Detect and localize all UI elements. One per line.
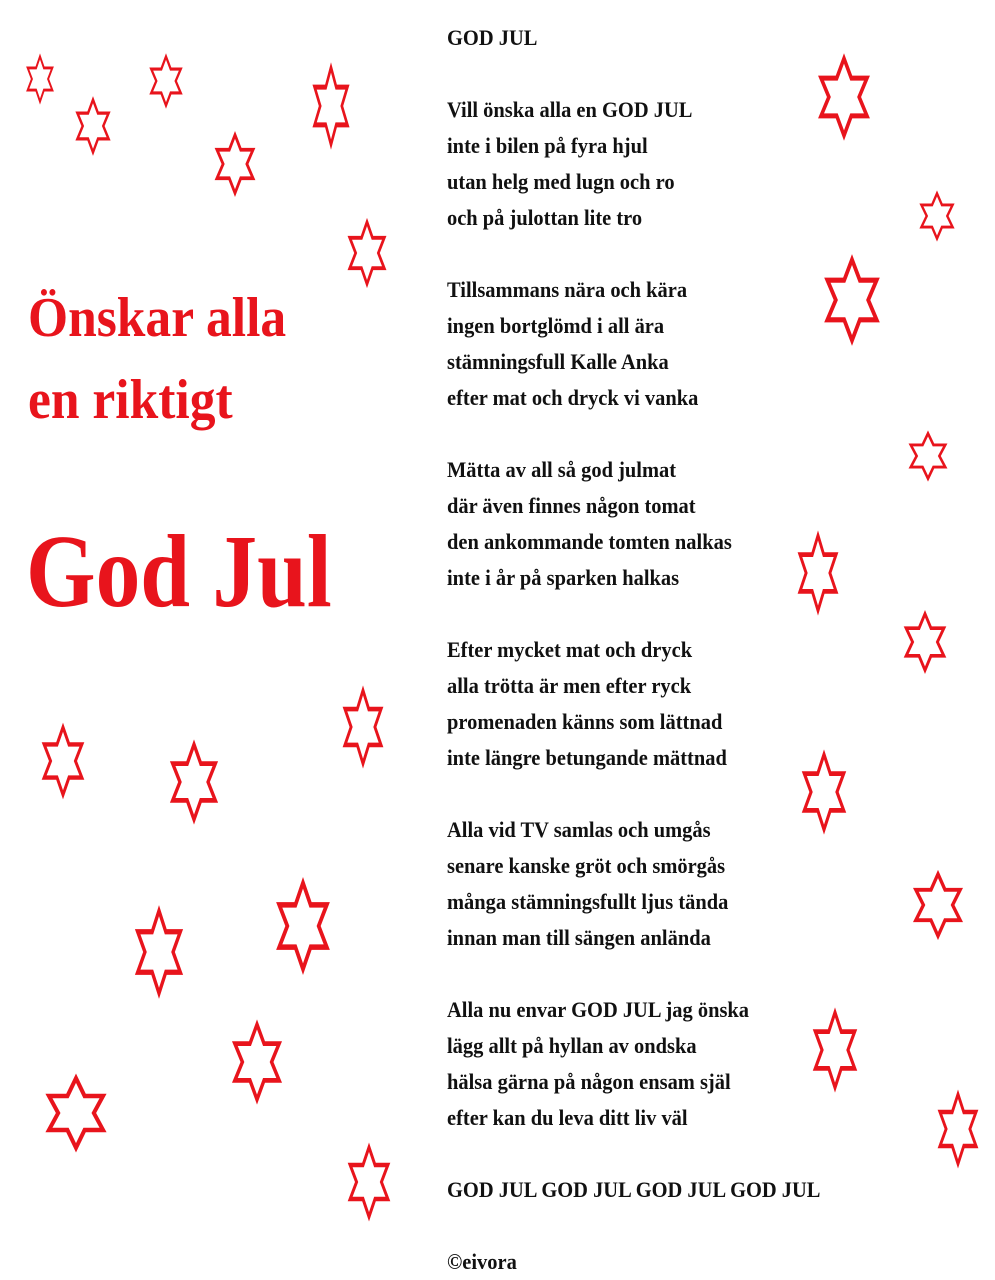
poem-line: många stämningsfullt ljus tända bbox=[447, 889, 729, 914]
poem-line: stämningsfull Kalle Anka bbox=[447, 349, 669, 374]
poem-line: efter mat och dryck vi vanka bbox=[447, 385, 699, 410]
poem-line: hälsa gärna på någon ensam själ bbox=[447, 1069, 731, 1094]
greeting-line-2: en riktigt bbox=[28, 369, 233, 431]
poem-line: alla trötta är men efter ryck bbox=[447, 673, 692, 698]
poem-title: GOD JUL bbox=[447, 25, 538, 50]
poem-line: inte i år på sparken halkas bbox=[447, 565, 680, 590]
star-icon bbox=[168, 742, 220, 822]
star-icon bbox=[43, 1076, 109, 1150]
poem-line: lägg allt på hyllan av ondska bbox=[447, 1033, 697, 1058]
star-icon bbox=[40, 725, 86, 797]
signature: ©eivora bbox=[447, 1249, 517, 1274]
poem-line: och på julottan lite tro bbox=[447, 205, 643, 230]
star-icon bbox=[133, 908, 185, 996]
poem-line: Alla vid TV samlas och umgås bbox=[447, 817, 711, 842]
poem-line: Alla nu envar GOD JUL jag önska bbox=[447, 997, 750, 1022]
poem-line: den ankommande tomten nalkas bbox=[447, 529, 732, 554]
star-icon bbox=[346, 1145, 392, 1219]
greeting-title: God Jul bbox=[26, 514, 332, 629]
poem-line: innan man till sängen anlända bbox=[447, 925, 711, 950]
star-icon bbox=[918, 192, 956, 240]
poem-line: ingen bortglömd i all ära bbox=[447, 313, 665, 338]
poem-line: Mätta av all så god julmat bbox=[447, 457, 677, 482]
star-icon bbox=[311, 65, 351, 147]
poem-line: promenaden känns som lättnad bbox=[447, 709, 723, 734]
star-icon bbox=[25, 55, 55, 103]
poem-line: inte i bilen på fyra hjul bbox=[447, 133, 648, 158]
poem-line: inte längre betungande mättnad bbox=[447, 745, 727, 770]
star-icon bbox=[346, 220, 388, 286]
poem-line: Vill önska alla en GOD JUL bbox=[447, 97, 693, 122]
poem-line: senare kanske gröt och smörgås bbox=[447, 853, 726, 878]
star-icon bbox=[148, 55, 184, 107]
poem-line: där även finnes någon tomat bbox=[447, 493, 696, 518]
star-icon bbox=[230, 1022, 284, 1102]
star-icon bbox=[274, 880, 332, 972]
poem bbox=[447, 20, 917, 1280]
poem-line: efter kan du leva ditt liv väl bbox=[447, 1105, 688, 1130]
star-icon bbox=[936, 1092, 980, 1166]
poem-line: Efter mycket mat och dryck bbox=[447, 637, 693, 662]
poem-line: Tillsammans nära och kära bbox=[447, 277, 688, 302]
star-icon bbox=[213, 133, 257, 195]
poem-closing: GOD JUL GOD JUL GOD JUL GOD JUL bbox=[447, 1177, 821, 1202]
star-icon bbox=[911, 872, 965, 938]
star-icon bbox=[341, 688, 385, 766]
poem-line: utan helg med lugn och ro bbox=[447, 169, 675, 194]
star-icon bbox=[74, 98, 112, 154]
greeting-line-1: Önskar alla bbox=[28, 287, 287, 349]
